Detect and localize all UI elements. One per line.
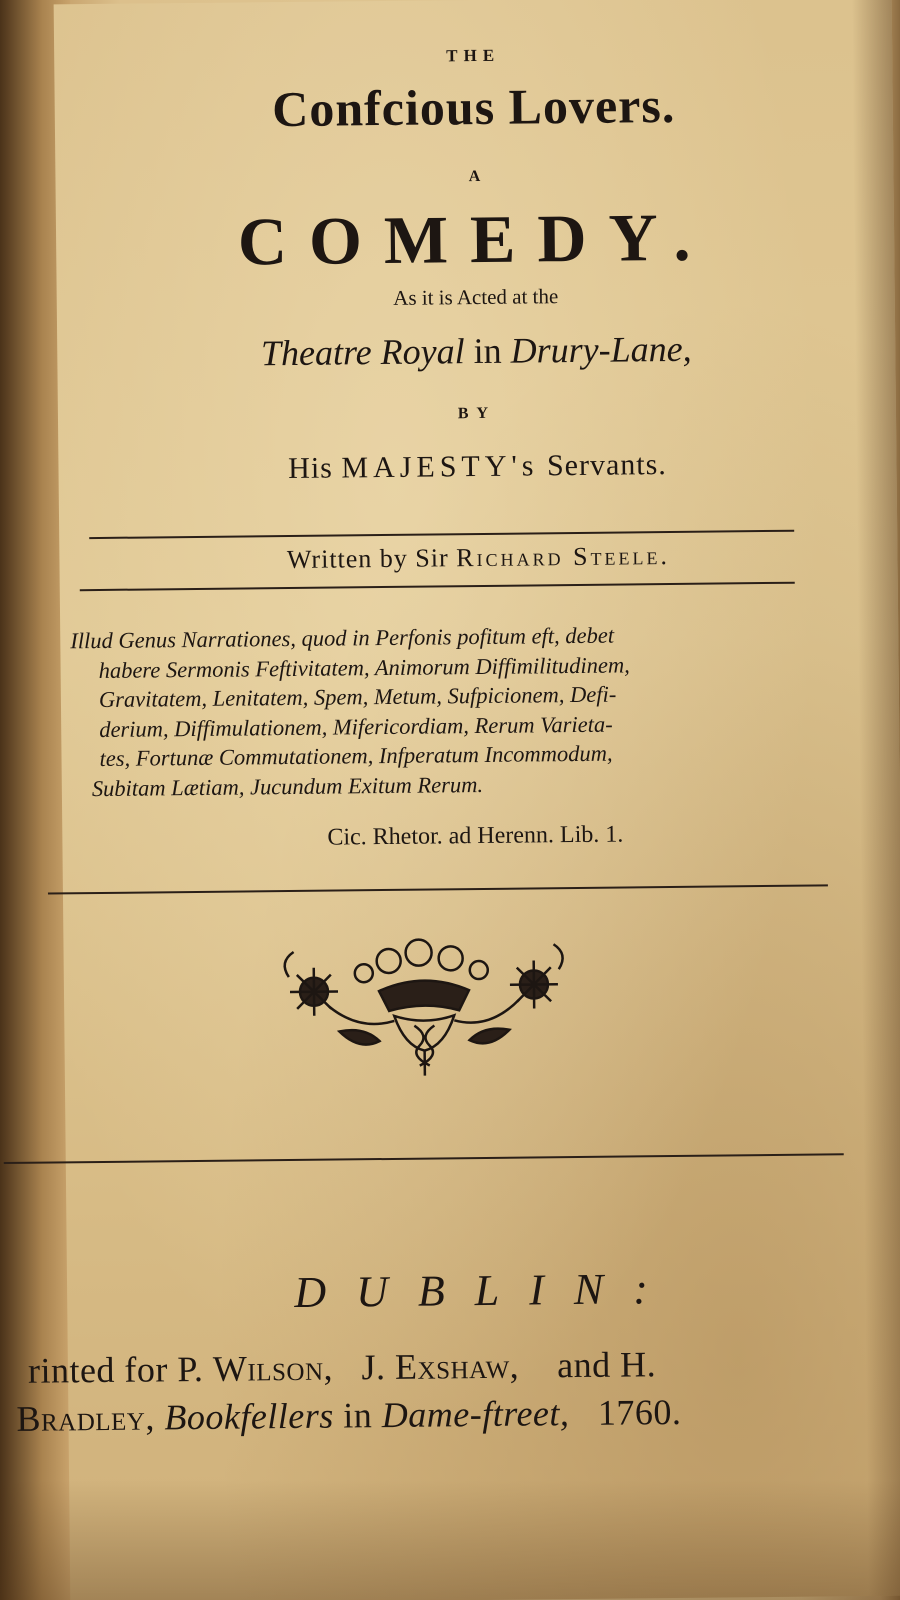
book-title: Confcious Lovers. xyxy=(271,76,676,138)
epigraph-line: habere Sermonis Feftivitatem, Animorum Diffimilitudinem, xyxy=(98,651,630,683)
theatre-name: Theatre Royal xyxy=(260,331,465,374)
street: Dame-ftreet, xyxy=(381,1393,570,1436)
epigraph-line: Gravitatem, Lenitatem, Spem, Metum, Sufpicionem, Defi- xyxy=(98,681,617,712)
by-line: BY xyxy=(457,404,497,423)
title-a: A xyxy=(468,167,481,186)
rule-top xyxy=(89,530,794,539)
rule-above-imprint xyxy=(4,1153,844,1164)
servants-line xyxy=(58,446,896,489)
rule-under-epigraph xyxy=(48,884,828,894)
theatre-in: in xyxy=(473,330,502,372)
written-prefix: Written by Sir xyxy=(286,543,449,575)
printed-for: rinted for P. xyxy=(27,1348,204,1391)
author-line xyxy=(59,539,897,578)
printer-and: and H. xyxy=(556,1344,657,1386)
printer-wilson: Wilson, xyxy=(212,1347,334,1389)
epigraph-line: derium, Diffimulationem, Mifericordiam, Rerum Varieta- xyxy=(99,711,613,742)
printer-bradley: Bradley, xyxy=(16,1397,156,1439)
imprint-city: DUBLIN: xyxy=(294,1263,679,1317)
acted-line: As it is Acted at the xyxy=(393,284,559,310)
bottom-shadow xyxy=(0,1480,900,1600)
epigraph-line: Subitam Lætiam, Jucundum Exitum Rerum. xyxy=(91,771,484,801)
imprint-line-1 xyxy=(28,1340,900,1391)
epigraph xyxy=(70,618,832,803)
servants-majesty: MAJESTY's xyxy=(341,449,539,485)
epigraph-line: Illud Genus Narrationes, quod in Perfonis pofitum eft, debet xyxy=(70,622,615,654)
rule-under-author xyxy=(80,582,795,591)
epigraph-line: tes, Fortunæ Commutationem, Infperatum Incommodum, xyxy=(99,740,613,771)
servants-suffix: Servants. xyxy=(546,448,667,483)
imprint-year: 1760. xyxy=(597,1391,682,1433)
floral-vase-ornament-icon xyxy=(268,929,580,1087)
author-name: Richard Steele. xyxy=(456,541,671,573)
imprint-line-2 xyxy=(16,1388,900,1439)
theatre-place: Drury-Lane, xyxy=(510,328,692,371)
printer-exshaw: Exshaw, xyxy=(394,1345,520,1387)
title-page-text xyxy=(16,0,892,1439)
epigraph-citation: Cic. Rhetor. ad Herenn. Lib. 1. xyxy=(327,821,624,851)
servants-prefix: His xyxy=(288,451,334,485)
imprint-in: in xyxy=(343,1395,373,1436)
booksellers: Bookfellers xyxy=(164,1395,335,1438)
theatre-line xyxy=(57,326,895,377)
genre-heading: COMEDY. xyxy=(237,198,713,280)
printer-initial: J. xyxy=(361,1347,386,1388)
title-the: THE xyxy=(446,45,501,66)
title-page xyxy=(16,0,900,1600)
